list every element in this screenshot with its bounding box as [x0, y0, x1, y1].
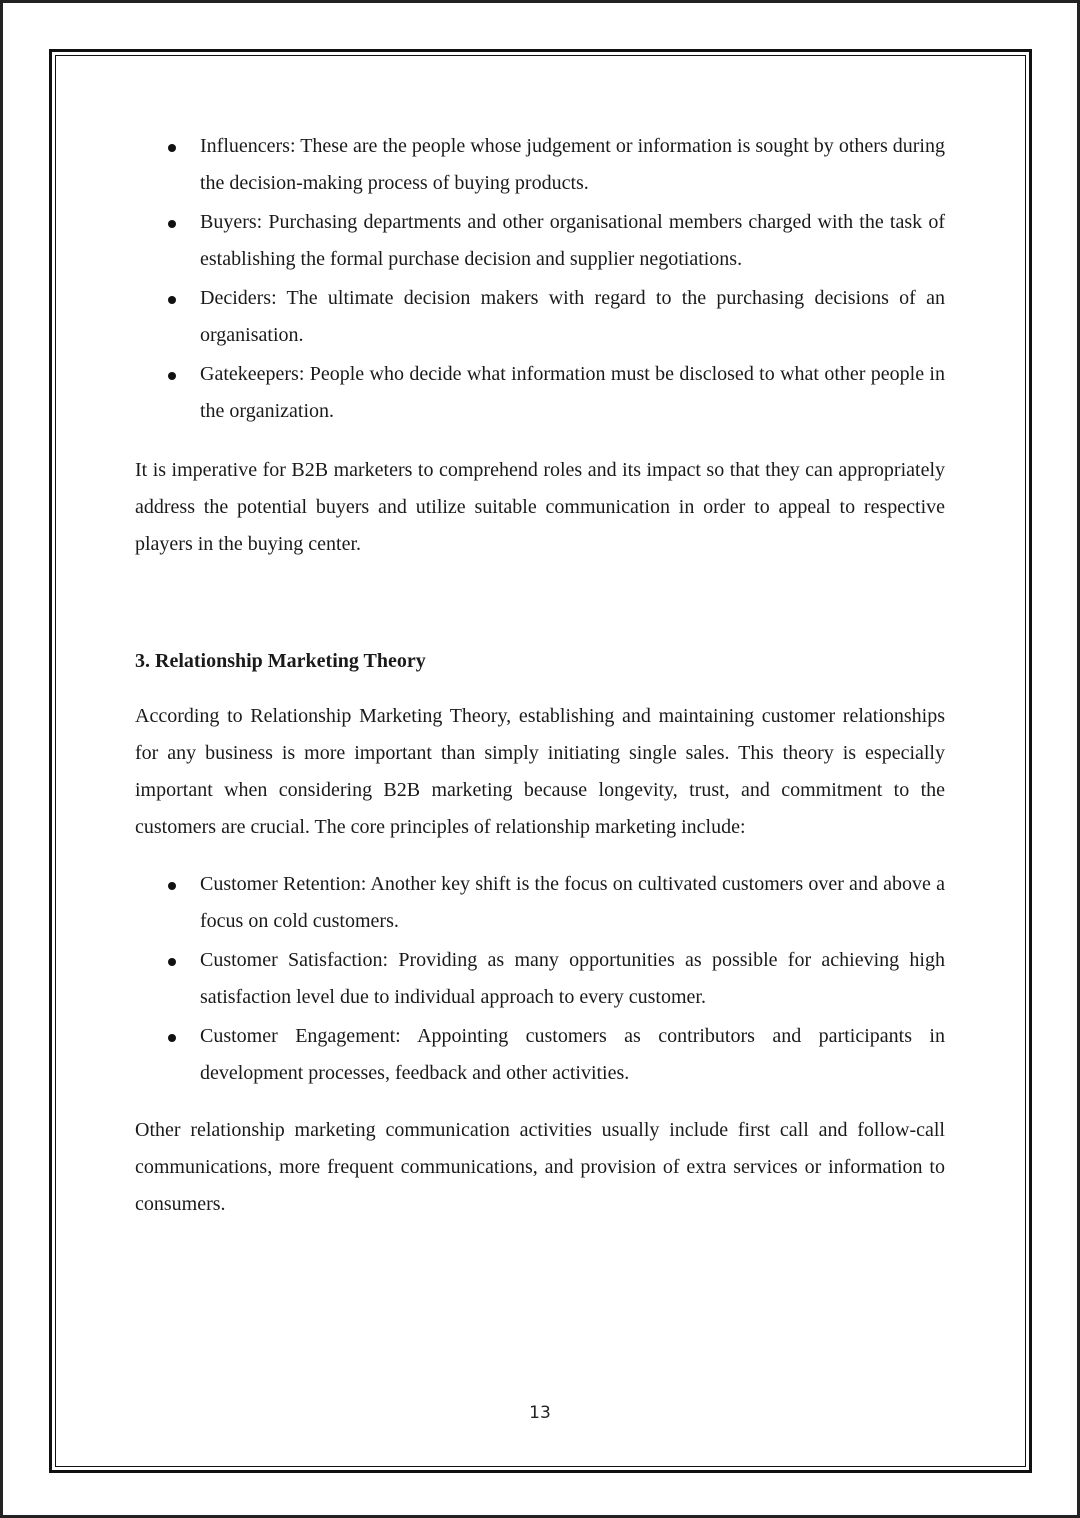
bullet-icon — [168, 958, 176, 966]
list-item-text: Customer Retention: Another key shift is the focus on cultivated customers over and above a focus on cold customers. — [200, 873, 945, 932]
bullet-icon — [168, 372, 176, 380]
list-item-text: Customer Engagement: Appointing customers as contributors and participants in development processes, feedback and other activities. — [200, 1025, 945, 1084]
list-item — [135, 1018, 945, 1092]
relationship-marketing-activities-paragraph: Other relationship marketing communication activities usually include first call and follow-call communications, more frequent communications, and provision of extra services or information to consumers. — [135, 1119, 945, 1215]
list-item — [135, 942, 945, 1016]
list-item-text: Gatekeepers: People who decide what information must be disclosed to what other people in the organization. — [200, 363, 945, 422]
document-body — [135, 128, 945, 1223]
buying-center-roles-list — [135, 128, 945, 430]
bullet-icon — [168, 882, 176, 890]
list-item — [135, 866, 945, 940]
page-number: 13 — [529, 1403, 551, 1423]
bullet-icon — [168, 144, 176, 152]
list-item-text: Deciders: The ultimate decision makers with regard to the purchasing decisions of an organisation. — [200, 287, 945, 346]
list-item — [135, 128, 945, 202]
list-item — [135, 280, 945, 354]
list-item-text: Buyers: Purchasing departments and other organisational members charged with the task of establishing the formal purchase decision and supplier negotiations. — [200, 211, 945, 270]
bullet-icon — [168, 296, 176, 304]
b2b-roles-paragraph: It is imperative for B2B marketers to comprehend roles and its impact so that they can appropriately address the potential buyers and utilize suitable communication in order to appeal to respective players in the buying center. — [135, 459, 945, 555]
bullet-icon — [168, 1034, 176, 1042]
section-heading: 3. Relationship Marketing Theory — [135, 650, 426, 672]
list-item-text: Customer Satisfaction: Providing as many opportunities as possible for achieving high satisfaction level due to individual approach to every customer. — [200, 949, 945, 1008]
list-item — [135, 204, 945, 278]
relationship-marketing-intro-paragraph: According to Relationship Marketing Theory, establishing and maintaining customer relationships for any business is more important than simply initiating single sales. This theory is especially important when considering B2B marketing because longevity, trust, and commitment to the customers are crucial. The core principles of relationship marketing include: — [135, 705, 945, 838]
list-item-text: Influencers: These are the people whose judgement or information is sought by others during the decision-making process of buying products. — [200, 135, 945, 194]
bullet-icon — [168, 220, 176, 228]
relationship-marketing-principles-list — [135, 866, 945, 1092]
list-item — [135, 356, 945, 430]
